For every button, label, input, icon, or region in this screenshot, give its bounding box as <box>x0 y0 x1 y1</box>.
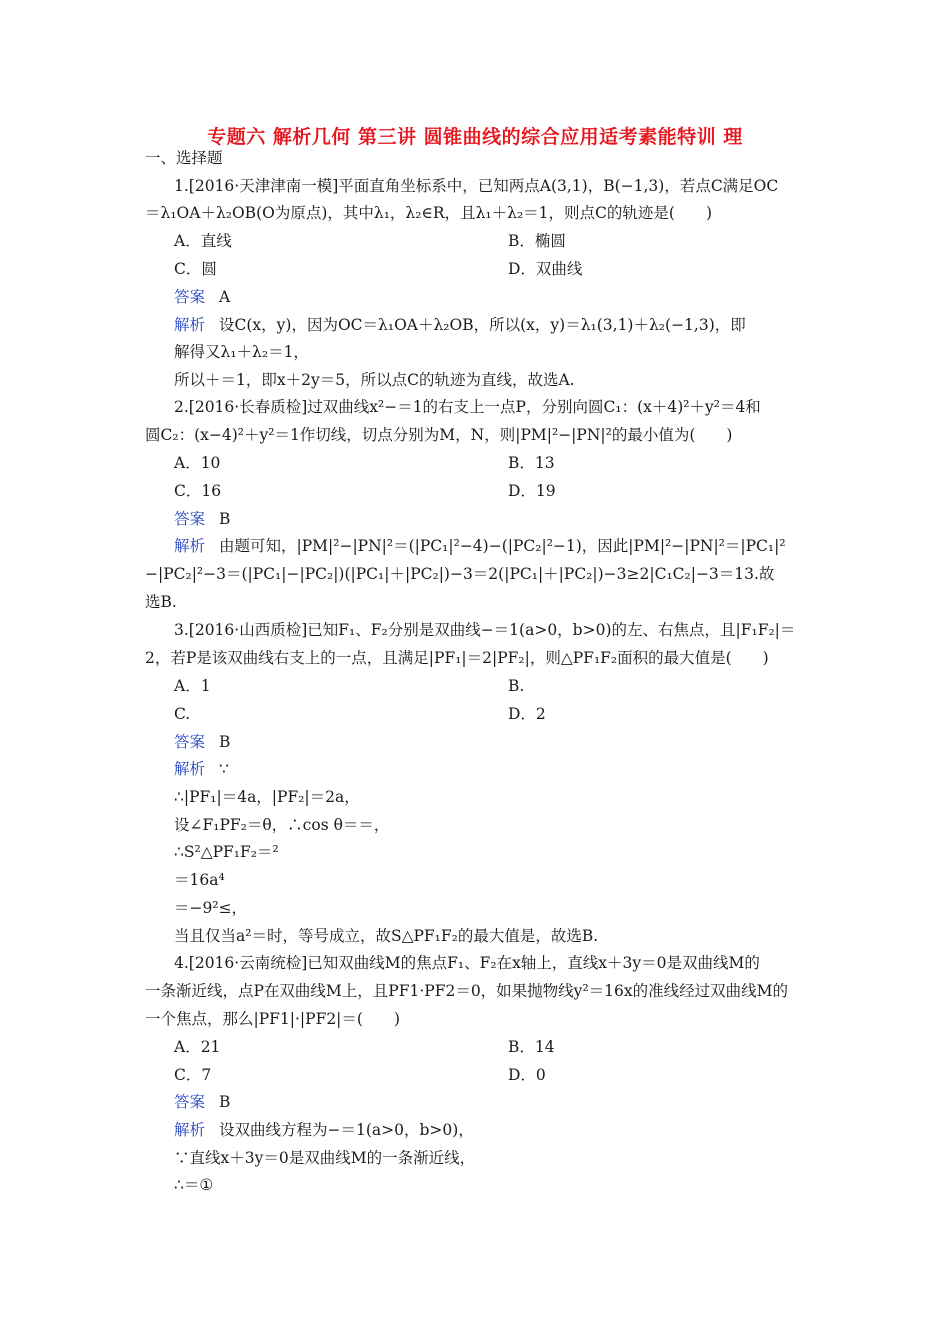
q4-option-a: A．21 <box>174 1038 221 1056</box>
answer-label: 答案 <box>174 733 206 751</box>
q4-answer-row <box>174 1092 230 1112</box>
q1-answer-value: A <box>219 288 231 306</box>
q3-analysis-line-6: ＝−9²≤， <box>174 899 248 917</box>
q2-option-a: A．10 <box>174 454 221 472</box>
q3-analysis-line-1: ∵ <box>219 760 229 778</box>
q3-analysis-row <box>174 759 229 779</box>
q2-option-d: D．19 <box>508 482 556 500</box>
q3-analysis-line-4: ∴S²△PF₁F₂＝² <box>174 843 279 861</box>
q4-stem-line-2: 一条渐近线，点P在双曲线M上，且PF1·PF2＝0，如果抛物线y²＝16x的准线经过双曲线M的 <box>145 982 788 1000</box>
q3-analysis-line-2: ∴|PF₁|＝4a，|PF₂|＝2a， <box>174 788 360 806</box>
q1-option-b: B．椭圆 <box>508 232 566 250</box>
q1-stem-line-2: ＝λ₁OA＋λ₂OB(O为原点)，其中λ₁，λ₂∈R，且λ₁＋λ₂＝1，则点C的轨迹是( ) <box>145 204 712 222</box>
page-title: 专题六 解析几何 第三讲 圆锥曲线的综合应用适考素能特训 理 <box>207 126 743 148</box>
q4-stem-line-1: 4.[2016·云南统检]已知双曲线M的焦点F₁、F₂在x轴上，直线x＋3y＝0是双曲线M的 <box>174 954 760 972</box>
q2-analysis-row <box>174 536 786 556</box>
q1-analysis-row <box>174 315 746 335</box>
q2-answer-value: B <box>219 510 231 528</box>
q2-option-b: B．13 <box>508 454 555 472</box>
analysis-label: 解析 <box>174 537 206 555</box>
q3-option-c: C. <box>174 705 191 723</box>
q3-analysis-line-3: 设∠F₁PF₂＝θ，∴cos θ＝＝， <box>174 816 390 834</box>
q3-option-d: D．2 <box>508 705 546 723</box>
q4-analysis-row <box>174 1120 474 1140</box>
analysis-label: 解析 <box>174 316 206 334</box>
q3-option-b: B. <box>508 677 525 695</box>
q4-stem-line-3: 一个焦点，那么|PF1|·|PF2|＝( ) <box>145 1010 401 1028</box>
q4-option-b: B．14 <box>508 1038 555 1056</box>
analysis-label: 解析 <box>174 1121 206 1139</box>
q1-answer-row <box>174 287 230 307</box>
q1-analysis-line-2: 解得又λ₁＋λ₂＝1， <box>174 343 309 361</box>
q1-option-d: D．双曲线 <box>508 260 583 278</box>
q2-option-c: C．16 <box>174 482 222 500</box>
q2-analysis-line-3: 选B. <box>145 593 177 611</box>
q2-stem-line-2: 圆C₂：(x−4)²＋y²＝1作切线，切点分别为M，N，则|PM|²−|PN|²的最小值为( ) <box>145 426 733 444</box>
q3-analysis-line-5: ＝16a⁴ <box>174 871 225 889</box>
q4-option-c: C．7 <box>174 1066 212 1084</box>
q2-answer-row <box>174 509 230 529</box>
q4-answer-value: B <box>219 1093 231 1111</box>
q1-option-a: A．直线 <box>174 232 232 250</box>
q4-analysis-line-3: ∴＝① <box>174 1176 214 1194</box>
q4-analysis-line-1: 设双曲线方程为−＝1(a>0，b>0)， <box>219 1121 474 1139</box>
section-heading: 一、选择题 <box>145 149 223 167</box>
q1-stem-line-1: 1.[2016·天津津南一模]平面直角坐标系中，已知两点A(3,1)，B(−1,3)，若点C满足OC <box>174 177 779 195</box>
q4-analysis-line-2: ∵直线x＋3y＝0是双曲线M的一条渐近线， <box>174 1149 476 1167</box>
q2-analysis-line-1: 由题可知，|PM|²−|PN|²＝(|PC₁|²−4)−(|PC₂|²−1)，因此|PM|²−|PN|²＝|PC₁|² <box>219 537 786 555</box>
answer-label: 答案 <box>174 510 206 528</box>
q3-answer-row <box>174 732 230 752</box>
q1-option-c: C．圆 <box>174 260 217 278</box>
q1-analysis-line-3: 所以＋＝1，即x＋2y＝5，所以点C的轨迹为直线，故选A. <box>174 371 575 389</box>
q2-analysis-line-2: −|PC₂|²−3＝(|PC₁|−|PC₂|)(|PC₁|＋|PC₂|)−3＝2(|PC₁|＋|PC₂|)−3≥2|C₁C₂|−3＝13.故 <box>145 565 775 583</box>
q3-answer-value: B <box>219 733 231 751</box>
q3-stem-line-1: 3.[2016·山西质检]已知F₁、F₂分别是双曲线−＝1(a>0，b>0)的左、右焦点，且|F₁F₂|＝ <box>174 621 796 639</box>
q3-stem-line-2: 2，若P是该双曲线右支上的一点，且满足|PF₁|＝2|PF₂|，则△PF₁F₂面积的最大值是( ) <box>145 649 769 667</box>
answer-label: 答案 <box>174 288 206 306</box>
answer-label: 答案 <box>174 1093 206 1111</box>
q3-option-a: A．1 <box>174 677 211 695</box>
analysis-label: 解析 <box>174 760 206 778</box>
q2-stem-line-1: 2.[2016·长春质检]过双曲线x²−＝1的右支上一点P，分别向圆C₁：(x＋4)²＋y²＝4和 <box>174 398 761 416</box>
q4-option-d: D．0 <box>508 1066 546 1084</box>
q3-analysis-line-7: 当且仅当a²＝时，等号成立，故S△PF₁F₂的最大值是，故选B. <box>174 927 599 945</box>
q1-analysis-line-1: 设C(x，y)，因为OC＝λ₁OA＋λ₂OB，所以(x，y)＝λ₁(3,1)＋λ₂(−1,3)，即 <box>219 316 746 334</box>
